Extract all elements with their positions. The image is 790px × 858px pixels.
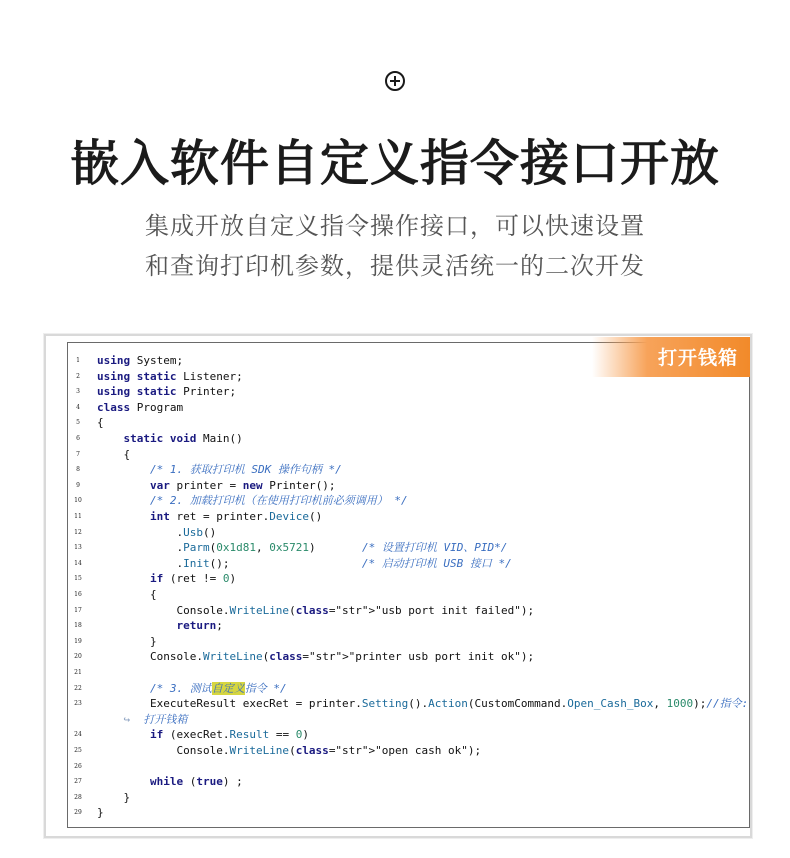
code-line: ↪ 打开钱箱 — [97, 712, 188, 726]
line-number: 22 — [74, 684, 82, 692]
code-line: /* 3. 测试自定义指令 */ — [149, 681, 287, 695]
code-line: { — [97, 588, 157, 601]
line-number: 9 — [76, 481, 80, 489]
code-line: ExecuteResult execRet = printer.Setting().Action(CustomCommand.Open_Cash_Box, 1000);//指令: — [97, 697, 749, 711]
code-line: Console.WriteLine(class="str">"open cash ok"); — [97, 744, 482, 757]
line-number: 16 — [74, 591, 82, 598]
code-line: } — [97, 790, 131, 804]
code-line: return; — [176, 619, 223, 633]
open-cash-box-badge — [592, 337, 750, 377]
line-number: 21 — [74, 669, 82, 676]
code-line: } — [97, 806, 104, 820]
code-line: { — [97, 447, 131, 461]
code-line: Console.WriteLine(class="str">"printer usb port init ok"); — [97, 650, 535, 664]
line-number: 8 — [76, 466, 80, 474]
code-line: Console.WriteLine(class="str">"usb port init failed"); — [97, 603, 535, 617]
code-line: using static Listener; — [97, 369, 243, 383]
code-editor — [67, 342, 750, 828]
code-line: static void Main() — [123, 432, 243, 445]
code-line: int ret = printer.Device() — [149, 510, 323, 523]
code-line: { — [97, 416, 104, 430]
code-line: /* 2. 加载打印机（在使用打印机前必须调用） */ — [149, 494, 408, 508]
line-number: 25 — [74, 747, 82, 754]
code-panel — [44, 334, 752, 838]
line-number: 5 — [76, 419, 80, 427]
code-line: .Parm(0x1d81, 0x5721) /* 设置打印机 VID、PID*/ — [97, 541, 508, 555]
line-number: 14 — [74, 559, 82, 567]
line-number: 7 — [76, 450, 80, 458]
line-number: 10 — [74, 497, 82, 505]
code-line: .Usb() — [97, 525, 217, 539]
code-line: if (ret != 0) — [149, 572, 237, 586]
line-number: 3 — [76, 388, 80, 396]
subtitle-line-2: 和查询打印机参数，提供灵活统一的二次开发 — [145, 252, 645, 280]
line-number: 13 — [74, 544, 82, 552]
subtitle-line-1: 集成开放自定义指令操作接口，可以快速设置 — [145, 212, 645, 240]
page-title: 嵌入软件自定义指令接口开放 — [69, 135, 720, 192]
line-number: 24 — [74, 731, 82, 739]
line-number: 23 — [74, 700, 82, 708]
badge-label: 打开钱箱 — [657, 347, 738, 369]
line-number: 19 — [74, 637, 82, 645]
line-number: 26 — [74, 762, 82, 770]
line-number: 29 — [74, 809, 82, 817]
line-number: 4 — [76, 403, 80, 411]
code-line: .Init(); /* 启动打印机 USB 接口 */ — [97, 556, 512, 570]
plus-circle-icon — [385, 71, 405, 91]
code-line: class Program — [97, 400, 184, 414]
line-number: 1 — [76, 357, 80, 364]
line-number: 20 — [74, 653, 82, 661]
code-line: var printer = new Printer(); — [149, 478, 336, 492]
code-line: using static Printer; — [97, 385, 237, 399]
code-line: using System; — [97, 354, 184, 367]
code-line: } — [97, 634, 157, 648]
code-line: if (execRet.Result == 0) — [149, 728, 309, 742]
line-number: 11 — [74, 513, 82, 520]
line-number: 27 — [74, 778, 82, 786]
line-number: 2 — [76, 372, 80, 380]
line-number: 12 — [74, 528, 82, 536]
line-number: 15 — [74, 575, 82, 583]
code-line: while (true) ; — [149, 775, 243, 789]
line-number: 6 — [76, 435, 80, 442]
line-number: 18 — [74, 622, 82, 630]
line-number: 17 — [74, 606, 82, 614]
code-line: /* 1. 获取打印机 SDK 操作句柄 */ — [149, 463, 342, 477]
line-number: 28 — [74, 793, 82, 801]
